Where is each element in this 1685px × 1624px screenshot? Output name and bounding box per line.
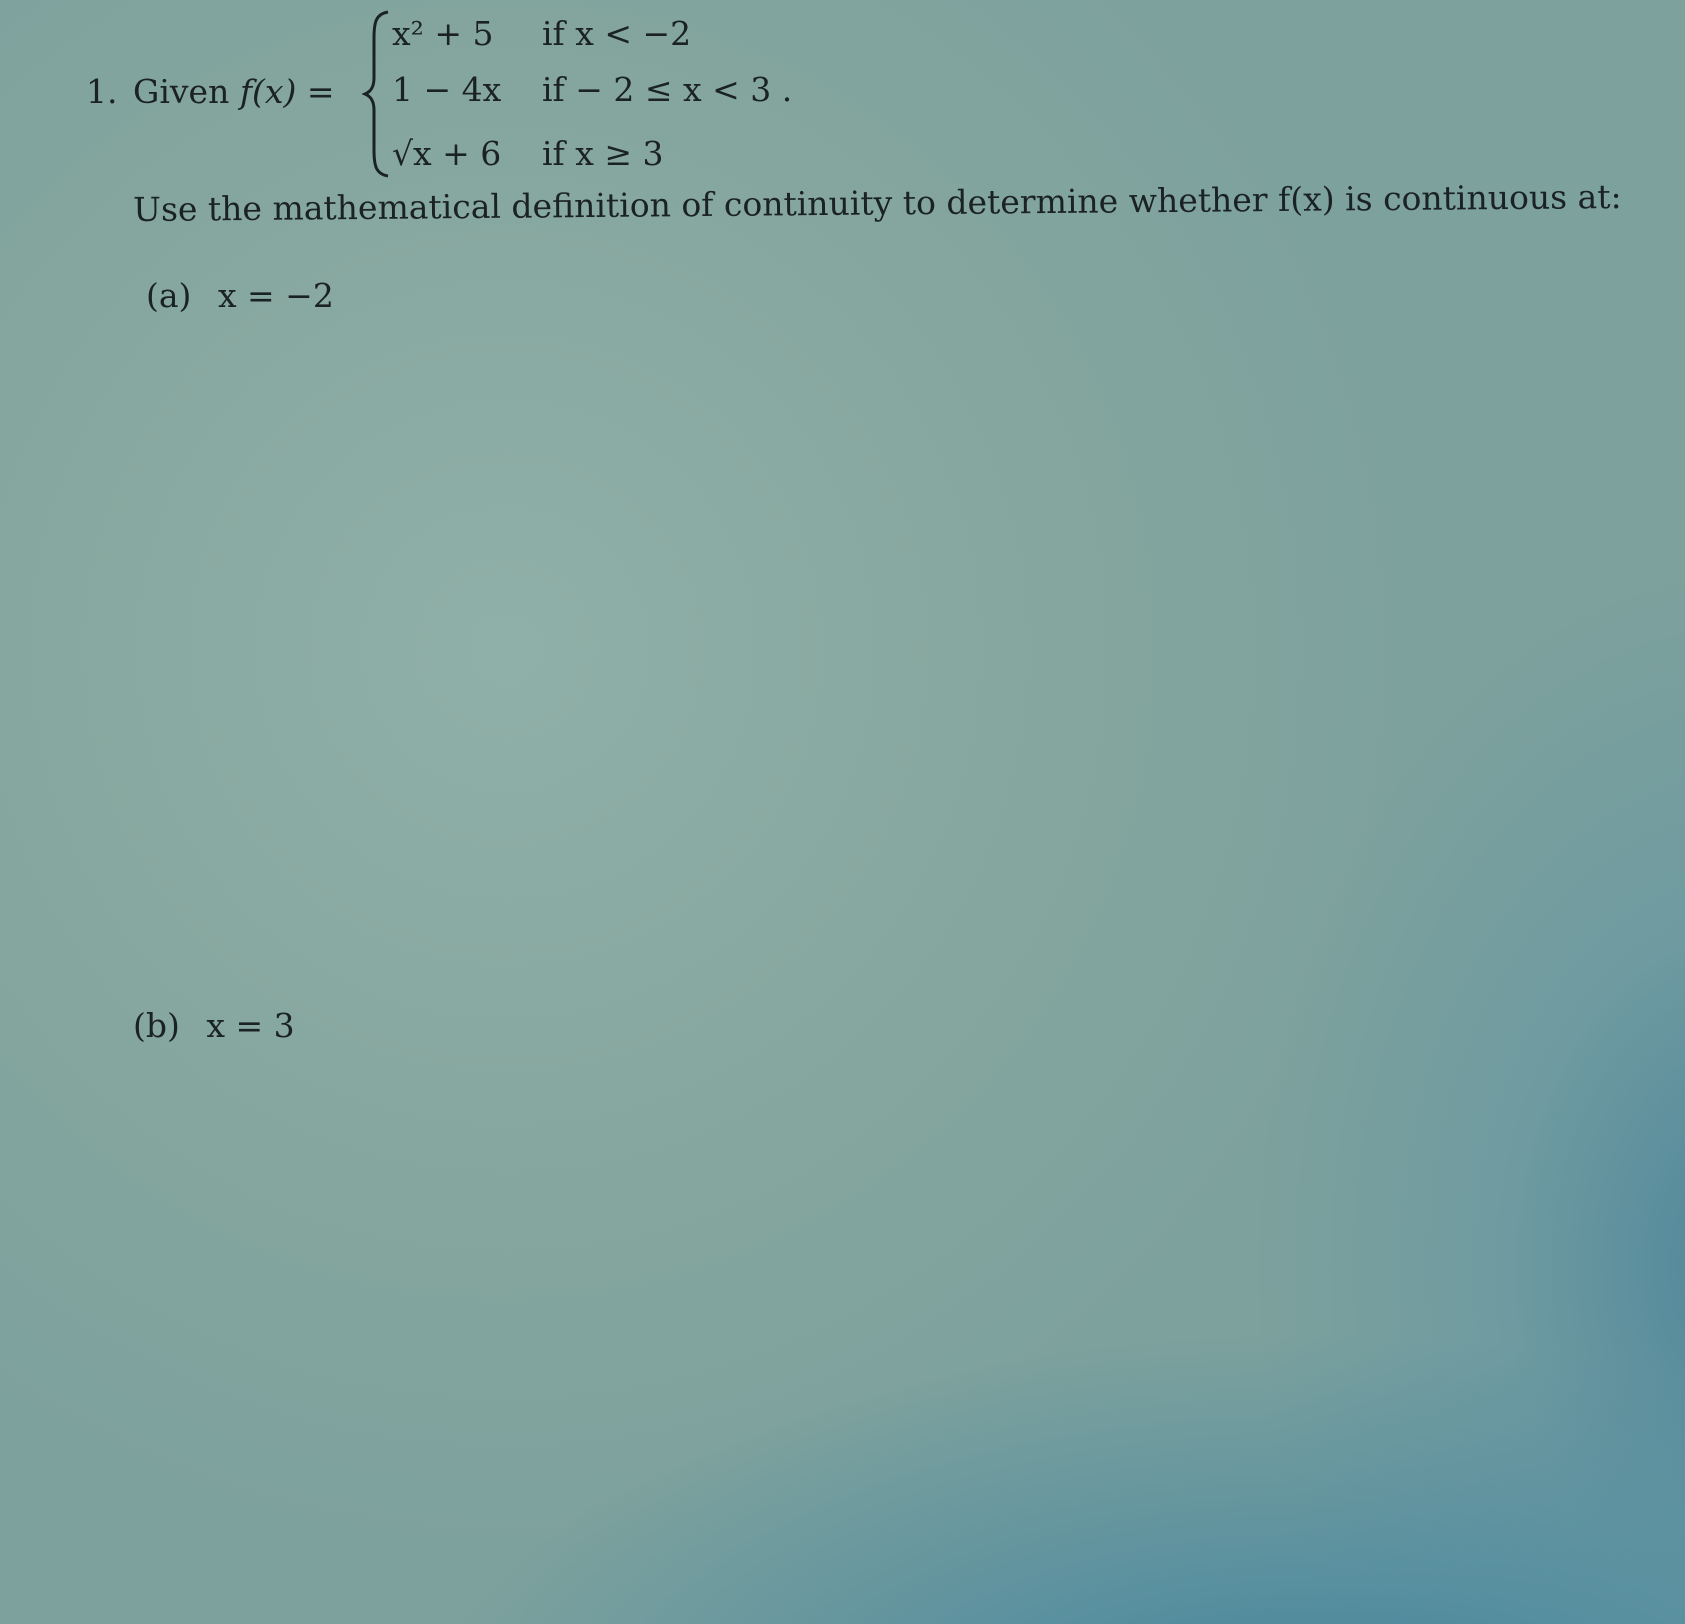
part-label: (a): [146, 276, 192, 315]
piecewise-brace: [362, 8, 392, 180]
given-statement: [133, 72, 335, 111]
part-b: [133, 1006, 295, 1045]
case-expression: x² + 5: [392, 14, 494, 53]
case-expression: √x + 6: [392, 134, 502, 173]
case-expression: 1 − 4x: [392, 70, 502, 109]
case-condition: if x < −2: [542, 14, 692, 53]
part-value: x = −2: [217, 276, 334, 315]
part-a: [146, 276, 334, 315]
case-condition: if x ≥ 3: [542, 134, 664, 173]
function-lhs: f(x) =: [239, 72, 335, 111]
part-label: (b): [133, 1006, 180, 1045]
problem-number: 1.: [86, 72, 118, 111]
case-condition: if − 2 ≤ x < 3 .: [542, 70, 793, 109]
instruction-text: Use the mathematical definition of continuity to determine whether f(x) is continuous at:: [133, 177, 1622, 229]
given-prefix: Given: [133, 72, 240, 111]
part-value: x = 3: [206, 1006, 295, 1045]
